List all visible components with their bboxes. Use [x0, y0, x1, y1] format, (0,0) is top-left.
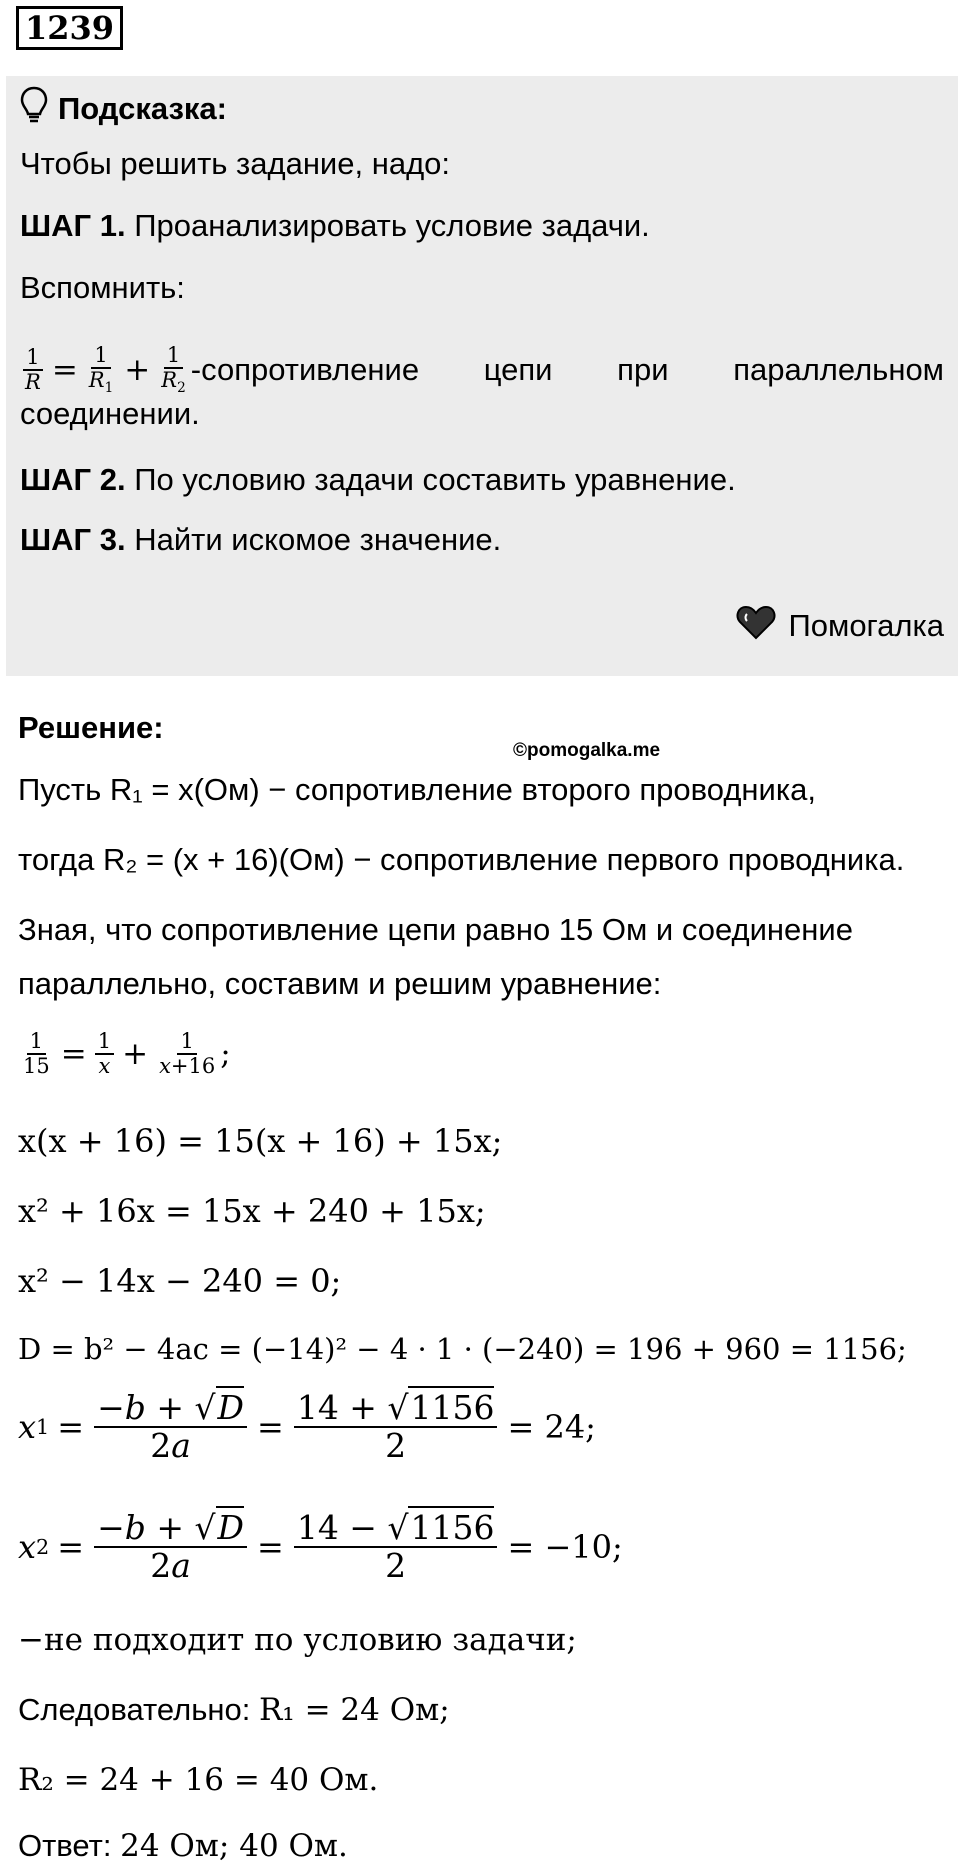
answer-value: 24 Ом; 40 Ом. [120, 1828, 348, 1864]
watermark: ©pomogalka.me [513, 740, 661, 761]
solution-line-3: Зная, что сопротивление цепи равно 15 Ом и соединение [18, 912, 853, 947]
formula-tail: соединении. [20, 396, 200, 431]
step1-text: Проанализировать условие задачи. [134, 208, 650, 243]
step3-text: Найти искомое значение. [134, 522, 502, 557]
formula-word-1: -сопротивление [190, 352, 420, 388]
x2-result: = −10; [507, 1528, 623, 1567]
brand-name: Помогалка [788, 608, 944, 643]
hint-step1 [20, 208, 650, 244]
conclusion-r2: R₂ = 24 + 16 = 40 Ом. [18, 1762, 379, 1798]
step2-text: По условию задачи составить уравнение. [134, 462, 736, 497]
equation-1: x(x + 16) = 15(x + 16) + 15x; [18, 1122, 503, 1160]
discriminant: D = b² − 4ac = (−14)² − 4 · 1 · (−240) = 196 + 960 = 1156; [18, 1332, 907, 1366]
hint-title: Подсказка: [58, 91, 227, 126]
step3-label: ШАГ 3. [20, 522, 126, 557]
problem-number: 1239 [16, 6, 123, 50]
line1-text: Пусть R₁ = x(Ом) − сопротивление второго проводника, [18, 772, 816, 807]
parallel-formula: $\frac{1}{R}$ = $\frac{1}{R_1}$ + $\frac{1}{R_2}$ -сопротивление [25, 343, 420, 397]
step1-label: ШАГ 1. [20, 208, 126, 243]
solution-line-1 [18, 772, 816, 808]
formula-word-3: при [617, 352, 669, 388]
brand-link[interactable] [736, 604, 944, 648]
x1-result: = 24; [507, 1408, 596, 1447]
conclusion-r1: R₁ = 24 Ом; [258, 1692, 450, 1728]
step2-label: ШАГ 2. [20, 462, 126, 497]
answer-line [18, 1828, 348, 1864]
hint-step3 [20, 522, 501, 558]
solution-title: Решение: [18, 710, 164, 745]
hint-panel [6, 76, 958, 676]
conclusion-label: Следовательно: [18, 1692, 251, 1727]
lightbulb-icon [20, 86, 48, 132]
hint-header [20, 86, 227, 132]
equation-fraction: $\frac{1}{15}$ = $\frac{1}{x}$ + $\frac{1}{x+16}$ ; [23, 1029, 231, 1079]
hint-intro: Чтобы решить задание, надо: [20, 146, 451, 181]
hint-step2 [20, 462, 736, 498]
reject-line: −не подходит по условию задачи; [18, 1622, 577, 1658]
line2-text: тогда R₂ = (x + 16)(Ом) − сопротивление первого проводника. [18, 842, 905, 877]
formula-word-2: цепи [483, 352, 553, 388]
hint-remember: Вспомнить: [20, 270, 185, 305]
solution-line-4: параллельно, составим и решим уравнение: [18, 966, 662, 1001]
formula-word-4: параллельном [733, 352, 944, 388]
root-x1: x 1 = $\frac{-b + √D}{2a}$ = $\frac{14 + √1156}{2}$ = 24; [18, 1388, 596, 1466]
answer-label: Ответ: [18, 1828, 112, 1863]
solution-line-2 [18, 842, 904, 878]
conclusion-line [18, 1692, 450, 1728]
root-x2: x 2 = $\frac{-b + √D}{2a}$ = $\frac{14 - √1156}{2}$ = −10; [18, 1508, 623, 1586]
parallel-formula-row [20, 344, 944, 396]
equation-3: x² − 14x − 240 = 0; [18, 1262, 342, 1300]
heart-icon [736, 604, 776, 648]
equation-2: x² + 16x = 15x + 240 + 15x; [18, 1192, 486, 1230]
